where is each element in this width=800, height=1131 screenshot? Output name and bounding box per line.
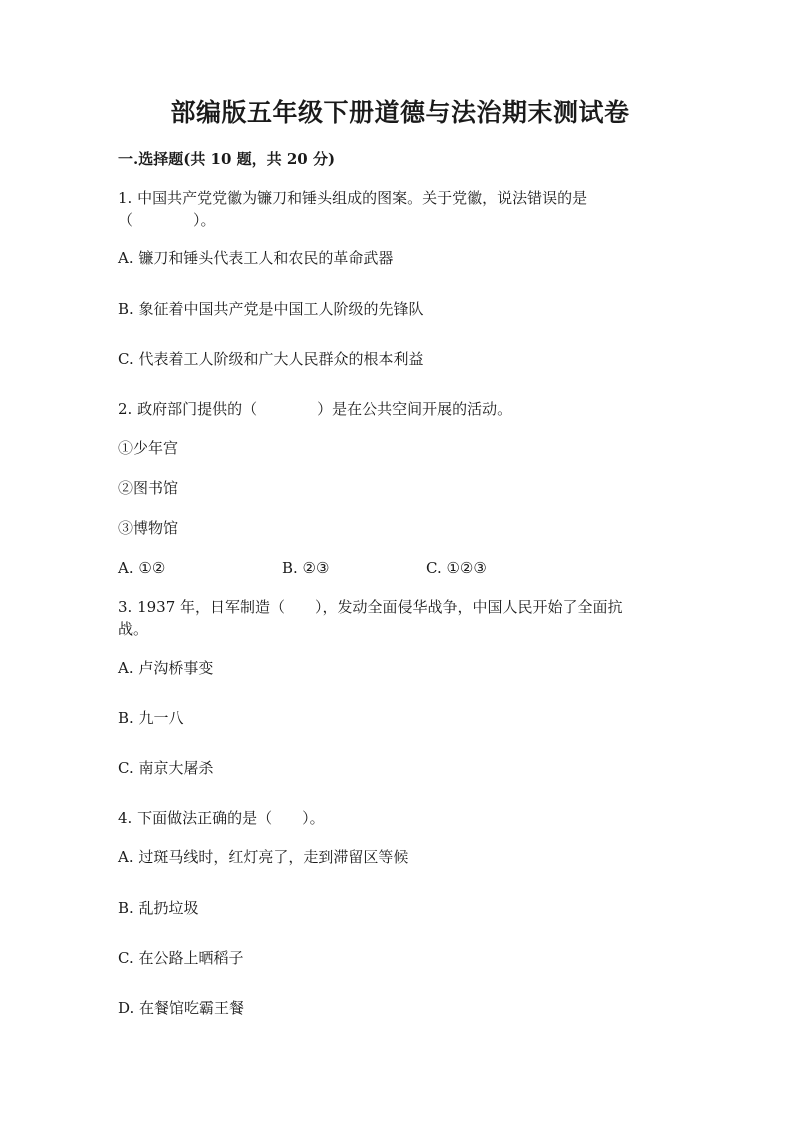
question-3-stem-cont: 战。	[118, 620, 149, 638]
question-2-item-1: ①少年宫	[118, 439, 179, 457]
question-2-option-a: A. ①②	[118, 559, 166, 577]
section-heading: 一.选择题(共 10 题，共 20 分)	[118, 150, 336, 168]
question-1-stem: 1. 中国共产党党徽为镰刀和锤头组成的图案。关于党徽，说法错误的是	[118, 189, 588, 207]
question-3-option-b: B. 九一八	[118, 709, 184, 727]
question-2-item-3: ③博物馆	[118, 519, 179, 537]
question-4-option-a: A. 过斑马线时，红灯亮了，走到滞留区等候	[118, 848, 409, 866]
question-4-option-d: D. 在餐馆吃霸王餐	[118, 999, 245, 1017]
question-4-option-c: C. 在公路上晒稻子	[118, 949, 244, 967]
question-3-option-a: A. 卢沟桥事变	[118, 659, 214, 677]
question-2-option-b: B. ②③	[282, 559, 330, 577]
question-2-option-c: C. ①②③	[426, 559, 487, 577]
question-1-option-b: B. 象征着中国共产党是中国工人阶级的先锋队	[118, 300, 424, 318]
question-2-stem: 2. 政府部门提供的（ ）是在公共空间开展的活动。	[118, 400, 513, 418]
question-3-stem: 3. 1937 年，日军制造（ ），发动全面侵华战争，中国人民开始了全面抗	[118, 598, 623, 616]
question-1-option-a: A. 镰刀和锤头代表工人和农民的革命武器	[118, 249, 394, 267]
question-4-stem: 4. 下面做法正确的是（ ）。	[118, 809, 325, 827]
question-1-stem-cont: （ ）。	[118, 211, 216, 229]
question-2-item-2: ②图书馆	[118, 479, 179, 497]
page-title: 部编版五年级下册道德与法治期末测试卷	[170, 98, 630, 127]
question-4-option-b: B. 乱扔垃圾	[118, 899, 199, 917]
question-1-option-c: C. 代表着工人阶级和广大人民群众的根本利益	[118, 350, 424, 368]
question-3-option-c: C. 南京大屠杀	[118, 759, 214, 777]
